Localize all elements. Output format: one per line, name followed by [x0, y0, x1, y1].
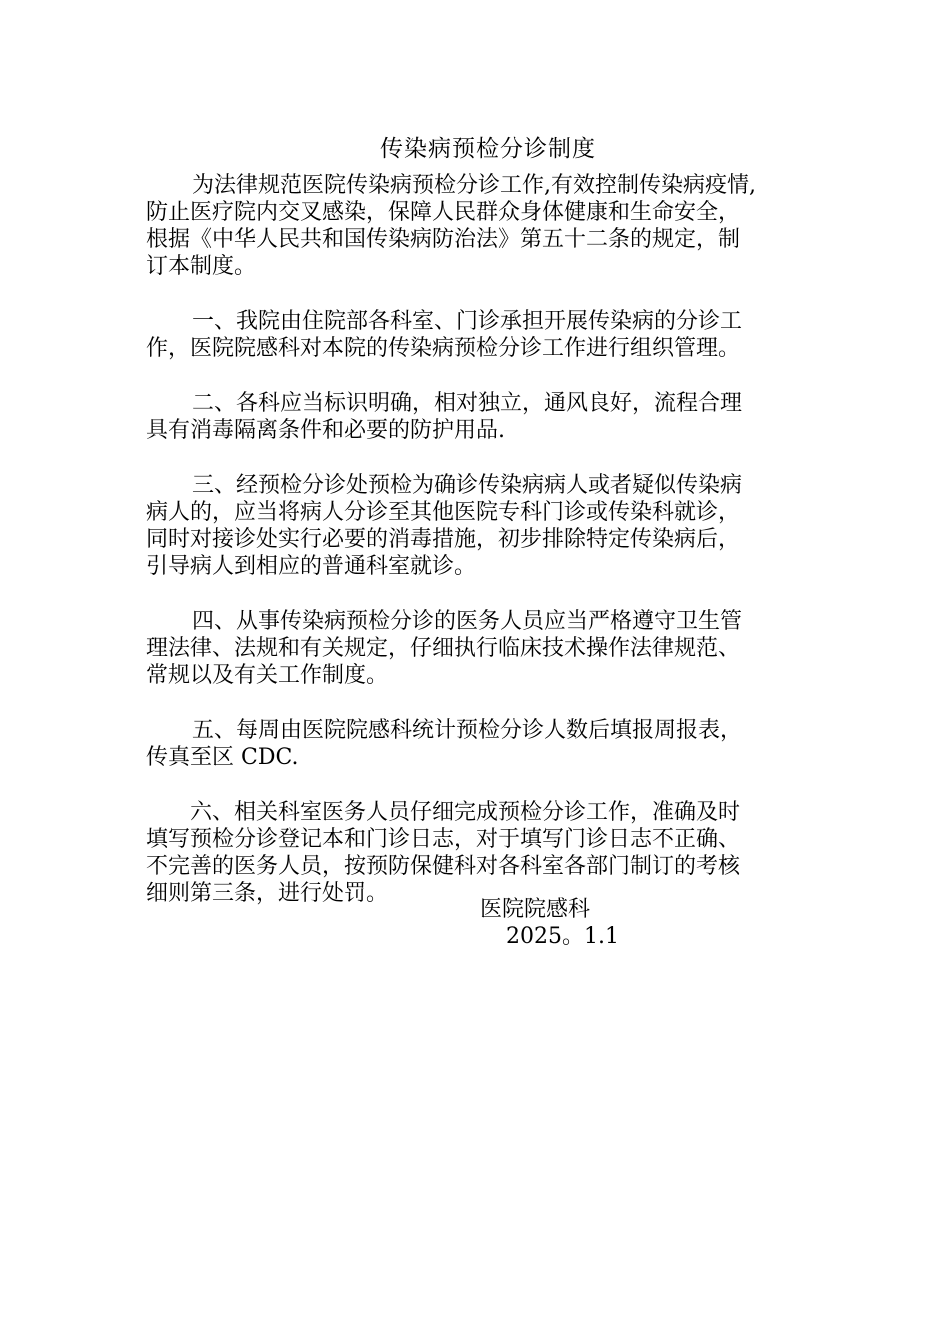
paragraph-line: 细则第三条，进行处罚。 — [146, 881, 389, 906]
paragraph-intro — [146, 172, 826, 280]
paragraph-line: 为法律规范医院传染病预检分诊工作,有效控制传染病疫情, — [192, 173, 756, 198]
paragraph-item-4 — [146, 608, 826, 689]
paragraph-item-6 — [146, 799, 826, 907]
paragraph-line: 填写预检分诊登记本和门诊日志，对于填写门诊日志不正确、 — [146, 827, 741, 852]
paragraph-line: 作，医院院感科对本院的传染病预检分诊工作进行组织管理。 — [146, 336, 741, 361]
paragraph-line: 一、我院由住院部各科室、门诊承担开展传染病的分诊工 — [192, 309, 743, 334]
signature-department: 医院院感科 — [480, 897, 591, 922]
paragraph-line: 二、各科应当标识明确，相对独立，通风良好，流程合理 — [192, 391, 743, 416]
paragraph-item-3 — [146, 472, 826, 580]
paragraph-item-5 — [146, 717, 826, 771]
signature-block — [480, 896, 619, 950]
paragraph-line: 同时对接诊处实行必要的消毒措施，初步排除特定传染病后， — [146, 527, 741, 552]
paragraph-item-1 — [146, 308, 826, 362]
signature-date: 2025。1.1 — [506, 924, 619, 949]
paragraph-line: 六、相关科室医务人员仔细完成预检分诊工作，准确及时 — [190, 800, 741, 825]
document-title: 传染病预检分诊制度 — [380, 136, 596, 162]
paragraph-line: 不完善的医务人员，按预防保健科对各科室各部门制订的考核 — [146, 854, 741, 879]
paragraph-line: 引导病人到相应的普通科室就诊。 — [146, 554, 477, 579]
paragraph-line: 理法律、法规和有关规定，仔细执行临床技术操作法律规范、 — [146, 636, 741, 661]
paragraph-line: 病人的，应当将病人分诊至其他医院专科门诊或传染科就诊， — [146, 500, 741, 525]
paragraph-item-2 — [146, 390, 826, 444]
paragraph-line: 五、每周由医院院感科统计预检分诊人数后填报周报表， — [192, 718, 743, 743]
paragraph-line: 防止医疗院内交叉感染，保障人民群众身体健康和生命安全， — [146, 200, 741, 225]
paragraph-line: 根据《中华人民共和国传染病防治法》第五十二条的规定，制 — [146, 227, 741, 252]
paragraph-line: 四、从事传染病预检分诊的医务人员应当严格遵守卫生管 — [192, 609, 743, 634]
paragraph-line: 三、经预检分诊处预检为确诊传染病病人或者疑似传染病 — [192, 473, 743, 498]
paragraph-line: 订本制度。 — [146, 254, 257, 279]
document-body — [146, 172, 826, 935]
paragraph-line: 具有消毒隔离条件和必要的防护用品. — [146, 418, 505, 443]
paragraph-line: 传真至区 CDC. — [146, 745, 299, 770]
paragraph-line: 常规以及有关工作制度。 — [146, 663, 389, 688]
